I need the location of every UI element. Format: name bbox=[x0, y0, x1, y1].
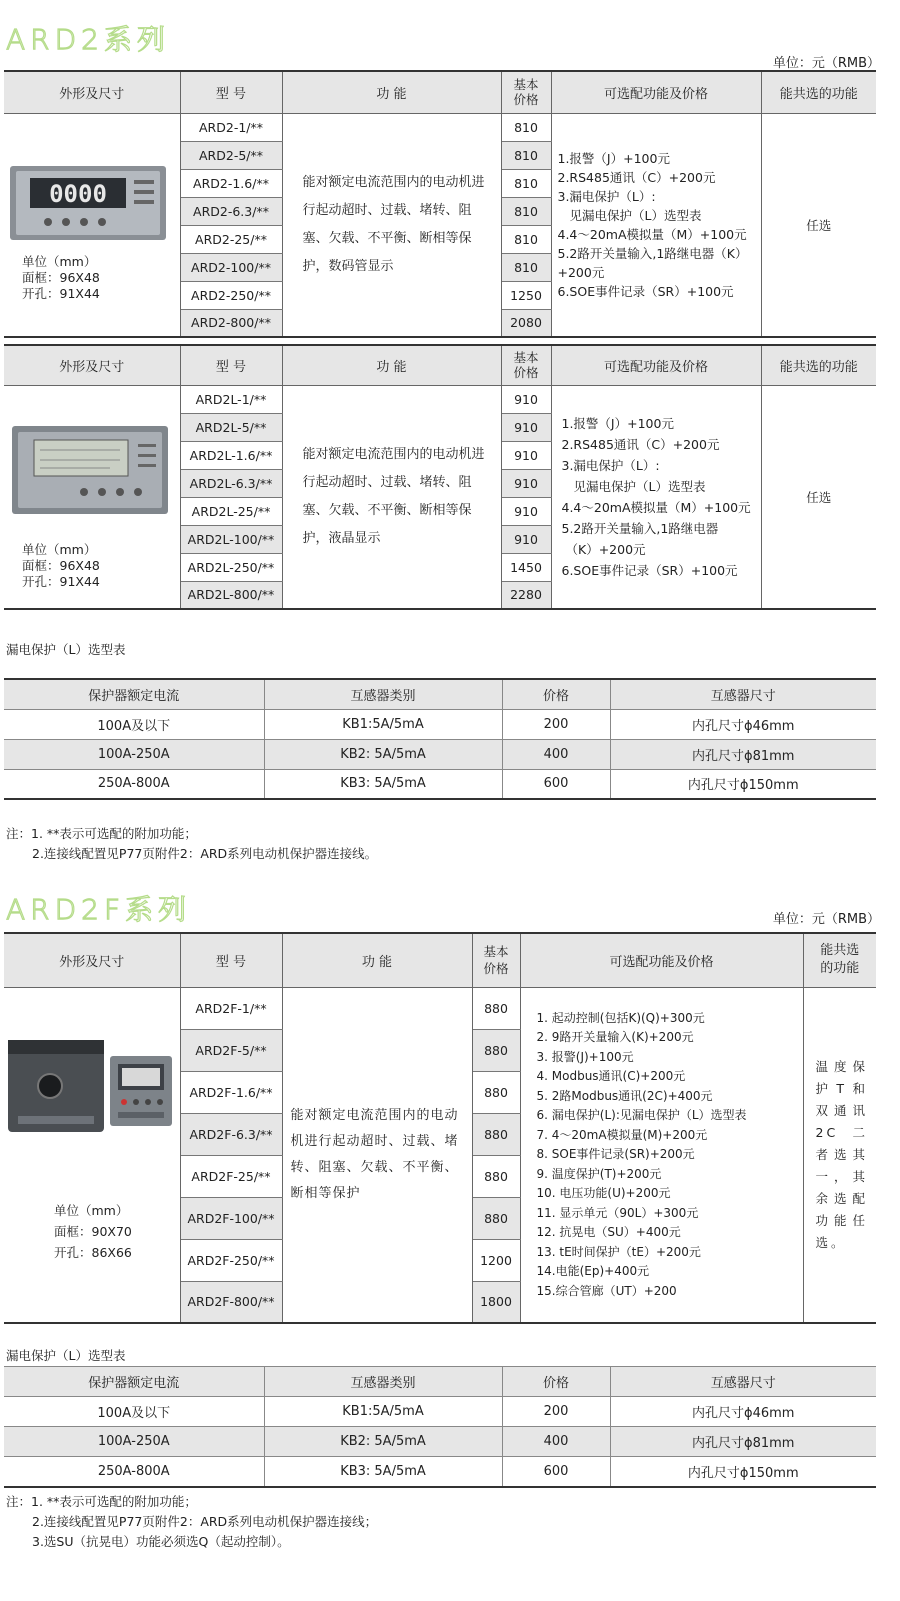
options-list bbox=[551, 113, 761, 337]
option-item: 9. 温度保护(T)+200元 bbox=[536, 1166, 662, 1181]
dims-unit: 单位（mm） bbox=[22, 541, 97, 557]
leak-cell: KB3: 5A/5mA bbox=[264, 769, 502, 799]
leak-cell: 内孔尺寸ϕ81mm bbox=[610, 739, 876, 769]
price-cell: 910 bbox=[501, 413, 551, 441]
price-cell: 1800 bbox=[472, 1281, 520, 1323]
price-cell: 1200 bbox=[472, 1239, 520, 1281]
leak-cell: 400 bbox=[502, 1427, 610, 1457]
header-options: 可选配功能及价格 bbox=[551, 71, 761, 113]
series-title-ard2f: ARD2F系列 bbox=[6, 893, 192, 926]
note-line: 注：1. **表示可选配的附加功能； bbox=[6, 1494, 197, 1509]
leak-header-ct-size: 互感器尺寸 bbox=[610, 679, 876, 709]
header-function: 功 能 bbox=[282, 933, 472, 987]
leak-cell: 200 bbox=[502, 709, 610, 739]
price-cell: 810 bbox=[501, 141, 551, 169]
header-appearance: 外形及尺寸 bbox=[4, 345, 180, 385]
model-cell: ARD2-1/** bbox=[180, 113, 282, 141]
leak-cell: 100A及以下 bbox=[4, 1397, 264, 1427]
model-cell: ARD2L-1/** bbox=[180, 385, 282, 413]
price-cell: 880 bbox=[472, 1113, 520, 1155]
model-cell: ARD2F-5/** bbox=[180, 1029, 282, 1071]
leak-cell: 内孔尺寸ϕ150mm bbox=[687, 1465, 799, 1481]
model-cell: ARD2-5/** bbox=[180, 141, 282, 169]
note-line: 2.连接线配置见P77页附件2：ARD系列电动机保护器连接线； bbox=[32, 1514, 378, 1529]
ard2l-device-image bbox=[10, 422, 170, 518]
leak-cell: 内孔尺寸ϕ81mm bbox=[610, 1427, 876, 1457]
price-cell: 810 bbox=[501, 169, 551, 197]
table-row bbox=[4, 1457, 876, 1487]
option-item: 7. 4～20mA模拟量(M)+200元 bbox=[536, 1127, 708, 1142]
leak-header-ct-type: 互感器类别 bbox=[264, 1367, 502, 1397]
leakage-table-title: 漏电保护（L）选型表 bbox=[6, 1348, 126, 1363]
option-item: 1.报警（J）+100元 bbox=[557, 150, 670, 166]
header-shared: 能共选的功能 bbox=[761, 71, 876, 113]
header-shared-text: 能共选的功能 bbox=[820, 943, 860, 977]
leak-cell: 100A及以下 bbox=[4, 709, 264, 739]
shared-functions: 任选 bbox=[806, 489, 832, 505]
price-cell: 910 bbox=[501, 469, 551, 497]
price-cell: 880 bbox=[472, 1197, 520, 1239]
ard2f-device-image bbox=[6, 1028, 176, 1138]
currency-unit: 单位：元（RMB） bbox=[772, 912, 880, 927]
header-model: 型 号 bbox=[180, 933, 282, 987]
leakage-table-title: 漏电保护（L）选型表 bbox=[6, 642, 126, 657]
leak-cell: 内孔尺寸ϕ46mm bbox=[610, 1397, 876, 1427]
dims-unit: 单位（mm） bbox=[22, 253, 97, 269]
model-cell: ARD2F-25/** bbox=[180, 1155, 282, 1197]
header-base-price-text: 基本价格 bbox=[483, 944, 509, 977]
dims-frame: 面框：90X70 bbox=[54, 1223, 132, 1239]
leak-cell: 600 bbox=[502, 769, 610, 799]
shared-functions: 温度保护T和双通讯2C二者选其一，其余选配功能任选。 bbox=[815, 1058, 868, 1250]
option-item: 14.电能(Ep)+400元 bbox=[536, 1264, 650, 1278]
header-base-price-text: 基本价格 bbox=[513, 350, 539, 381]
option-item: 3. 报警(J)+100元 bbox=[536, 1049, 634, 1064]
header-options: 可选配功能及价格 bbox=[520, 933, 803, 987]
options-list bbox=[551, 385, 761, 609]
function-description: 能对额定电流范围内的电动机进行起动超时、过载、堵转、阻塞、欠载、不平衡、断相等保护，液晶显示 bbox=[282, 385, 501, 609]
leak-header-ct-size: 互感器尺寸 bbox=[610, 1367, 876, 1397]
model-cell: ARD2F-1/** bbox=[180, 987, 282, 1029]
device-seven-seg: 0000 bbox=[49, 179, 107, 208]
dims-cutout: 开孔：91X44 bbox=[22, 285, 100, 301]
model-cell: ARD2-100/** bbox=[180, 253, 282, 281]
leak-header-current: 保护器额定电流 bbox=[4, 1367, 264, 1397]
model-cell: ARD2F-1.6/** bbox=[180, 1071, 282, 1113]
price-cell: 880 bbox=[472, 1155, 520, 1197]
device-image-cell bbox=[4, 385, 180, 609]
leakage-table-2 bbox=[4, 1366, 876, 1488]
leak-cell: KB1:5A/5mA bbox=[264, 1397, 502, 1427]
model-cell: ARD2L-6.3/** bbox=[180, 469, 282, 497]
option-item: 5. 2路Modbus通讯(2C)+400元 bbox=[536, 1088, 713, 1103]
option-item: 11. 显示单元（90L）+300元 bbox=[536, 1205, 699, 1220]
table-row bbox=[4, 709, 876, 739]
model-cell: ARD2-25/** bbox=[180, 225, 282, 253]
price-cell: 810 bbox=[501, 113, 551, 141]
note-line: 注：1. **表示可选配的附加功能； bbox=[6, 826, 197, 841]
ard2-device-image bbox=[8, 162, 168, 244]
device-image-cell bbox=[4, 987, 180, 1323]
price-cell: 810 bbox=[501, 197, 551, 225]
header-function: 功 能 bbox=[282, 71, 501, 113]
ard2-price-table bbox=[4, 70, 876, 338]
option-item: 6.SOE事件记录（SR）+100元 bbox=[557, 283, 734, 299]
dims-cutout: 开孔：86X66 bbox=[54, 1244, 132, 1260]
price-cell: 910 bbox=[501, 525, 551, 553]
model-cell: ARD2F-6.3/** bbox=[180, 1113, 282, 1155]
option-item: 13. tE时间保护（tE）+200元 bbox=[536, 1244, 701, 1259]
leak-cell: KB1:5A/5mA bbox=[264, 709, 502, 739]
option-item: 1. 起动控制(包括K)(Q)+300元 bbox=[536, 1010, 705, 1025]
price-cell: 880 bbox=[472, 987, 520, 1029]
leak-cell: 200 bbox=[502, 1397, 610, 1427]
model-cell: ARD2-6.3/** bbox=[180, 197, 282, 225]
option-item: 3.漏电保护（L）: bbox=[557, 188, 656, 204]
option-item: 2.RS485通讯（C）+200元 bbox=[561, 436, 720, 452]
header-appearance: 外形及尺寸 bbox=[4, 71, 180, 113]
price-cell: 2080 bbox=[501, 309, 551, 337]
model-cell: ARD2-800/** bbox=[180, 309, 282, 337]
option-item: 12. 抗晃电（SU）+400元 bbox=[536, 1225, 681, 1239]
price-cell: 2280 bbox=[501, 581, 551, 609]
leak-header-ct-type: 互感器类别 bbox=[264, 679, 502, 709]
model-cell: ARD2L-100/** bbox=[180, 525, 282, 553]
option-item: 4. Modbus通讯(C)+200元 bbox=[536, 1069, 686, 1083]
leak-cell: 250A-800A bbox=[4, 1457, 264, 1487]
header-base-price-text: 基本价格 bbox=[513, 77, 539, 108]
leak-header-price: 价格 bbox=[502, 679, 610, 709]
dims-unit: 单位（mm） bbox=[54, 1202, 129, 1218]
option-item: 见漏电保护（L）选型表 bbox=[569, 207, 702, 223]
ard2l-dimensions bbox=[22, 542, 100, 590]
leak-cell: KB2: 5A/5mA bbox=[264, 1427, 502, 1457]
model-cell: ARD2F-100/** bbox=[180, 1197, 282, 1239]
option-item: 5.2路开关量输入,1路继电器（K） bbox=[557, 245, 748, 261]
model-cell: ARD2L-5/** bbox=[180, 413, 282, 441]
dims-cutout: 开孔：91X44 bbox=[22, 573, 100, 589]
price-cell: 1450 bbox=[501, 553, 551, 581]
option-item: 10. 电压功能(U)+200元 bbox=[536, 1186, 671, 1200]
model-cell: ARD2L-800/** bbox=[180, 581, 282, 609]
dims-frame: 面框：96X48 bbox=[22, 557, 100, 573]
dims-frame: 面框：96X48 bbox=[22, 269, 100, 285]
model-cell: ARD2F-800/** bbox=[180, 1281, 282, 1323]
option-item: 5.2路开关量输入,1路继电器 bbox=[561, 520, 719, 536]
model-cell: ARD2-1.6/** bbox=[180, 169, 282, 197]
notes-2 bbox=[6, 1492, 377, 1552]
table-row bbox=[4, 1397, 876, 1427]
price-cell: 910 bbox=[501, 441, 551, 469]
leak-header-current: 保护器额定电流 bbox=[4, 679, 264, 709]
ard2l-price-table bbox=[4, 344, 876, 610]
leak-cell: 内孔尺寸ϕ150mm bbox=[687, 778, 799, 794]
price-cell: 910 bbox=[501, 497, 551, 525]
price-cell: 880 bbox=[472, 1029, 520, 1071]
device-image-cell bbox=[4, 113, 180, 337]
currency-unit: 单位：元（RMB） bbox=[772, 56, 880, 71]
notes-1 bbox=[6, 824, 377, 864]
ard2f-price-table bbox=[4, 932, 876, 1324]
model-cell: ARD2L-250/** bbox=[180, 553, 282, 581]
table-row bbox=[4, 1427, 876, 1457]
price-cell: 810 bbox=[501, 253, 551, 281]
leak-cell: 100A-250A bbox=[4, 1427, 264, 1457]
model-cell: ARD2L-25/** bbox=[180, 497, 282, 525]
shared-functions: 任选 bbox=[806, 217, 832, 233]
leak-cell: 600 bbox=[502, 1457, 610, 1487]
price-cell: 880 bbox=[472, 1071, 520, 1113]
option-item: （K）+200元 bbox=[565, 541, 646, 557]
table-row bbox=[4, 739, 876, 769]
option-item: 见漏电保护（L）选型表 bbox=[573, 478, 706, 494]
option-item: 1.报警（J）+100元 bbox=[561, 415, 674, 431]
ard2f-dimensions bbox=[54, 1200, 132, 1263]
price-cell: 1250 bbox=[501, 281, 551, 309]
note-line: 3.选SU（抗晃电）功能必须选Q（起动控制）。 bbox=[32, 1534, 290, 1549]
ard2-dimensions bbox=[22, 254, 100, 302]
option-item: 2. 9路开关量输入(K)+200元 bbox=[536, 1030, 694, 1044]
leak-cell: 100A-250A bbox=[4, 739, 264, 769]
function-description: 能对额定电流范围内的电动机进行起动超时、过载、堵转、阻塞、欠载、不平衡、断相等保护 bbox=[282, 987, 472, 1323]
leak-cell: 内孔尺寸ϕ46mm bbox=[610, 709, 876, 739]
header-model: 型 号 bbox=[180, 345, 282, 385]
header-function: 功 能 bbox=[282, 345, 501, 385]
table-row bbox=[4, 769, 876, 799]
price-cell: 810 bbox=[501, 225, 551, 253]
header-shared bbox=[803, 933, 876, 987]
model-cell: ARD2F-250/** bbox=[180, 1239, 282, 1281]
header-options: 可选配功能及价格 bbox=[551, 345, 761, 385]
header-base-price bbox=[472, 933, 520, 987]
header-shared: 能共选的功能 bbox=[761, 345, 876, 385]
leak-header-price: 价格 bbox=[502, 1367, 610, 1397]
function-description: 能对额定电流范围内的电动机进行起动超时、过载、堵转、阻塞、欠载、不平衡、断相等保护，数码管显示 bbox=[282, 113, 501, 337]
option-item: +200元 bbox=[557, 264, 605, 280]
header-base-price bbox=[501, 71, 551, 113]
option-item: 4.4～20mA模拟量（M）+100元 bbox=[557, 226, 747, 242]
header-base-price bbox=[501, 345, 551, 385]
leakage-table-1 bbox=[4, 678, 876, 800]
leak-cell: 250A-800A bbox=[4, 769, 264, 799]
header-model: 型 号 bbox=[180, 71, 282, 113]
option-item: 3.漏电保护（L）: bbox=[561, 457, 660, 473]
option-item: 2.RS485通讯（C）+200元 bbox=[557, 169, 716, 185]
option-item: 15.综合管廊（UT）+200 bbox=[536, 1283, 677, 1298]
price-cell: 910 bbox=[501, 385, 551, 413]
leak-cell: KB2: 5A/5mA bbox=[264, 739, 502, 769]
option-item: 6.SOE事件记录（SR）+100元 bbox=[561, 562, 738, 578]
option-item: 4.4～20mA模拟量（M）+100元 bbox=[561, 499, 751, 515]
series-title-ard2: ARD2系列 bbox=[6, 23, 170, 56]
header-appearance: 外形及尺寸 bbox=[4, 933, 180, 987]
leak-cell: KB3: 5A/5mA bbox=[264, 1457, 502, 1487]
leak-cell: 400 bbox=[502, 739, 610, 769]
option-item: 6. 漏电保护(L):见漏电保护（L）选型表 bbox=[536, 1108, 747, 1122]
note-line: 2.连接线配置见P77页附件2：ARD系列电动机保护器连接线。 bbox=[32, 846, 378, 861]
option-item: 8. SOE事件记录(SR)+200元 bbox=[536, 1147, 695, 1161]
model-cell: ARD2L-1.6/** bbox=[180, 441, 282, 469]
options-list bbox=[520, 987, 803, 1323]
model-cell: ARD2-250/** bbox=[180, 281, 282, 309]
